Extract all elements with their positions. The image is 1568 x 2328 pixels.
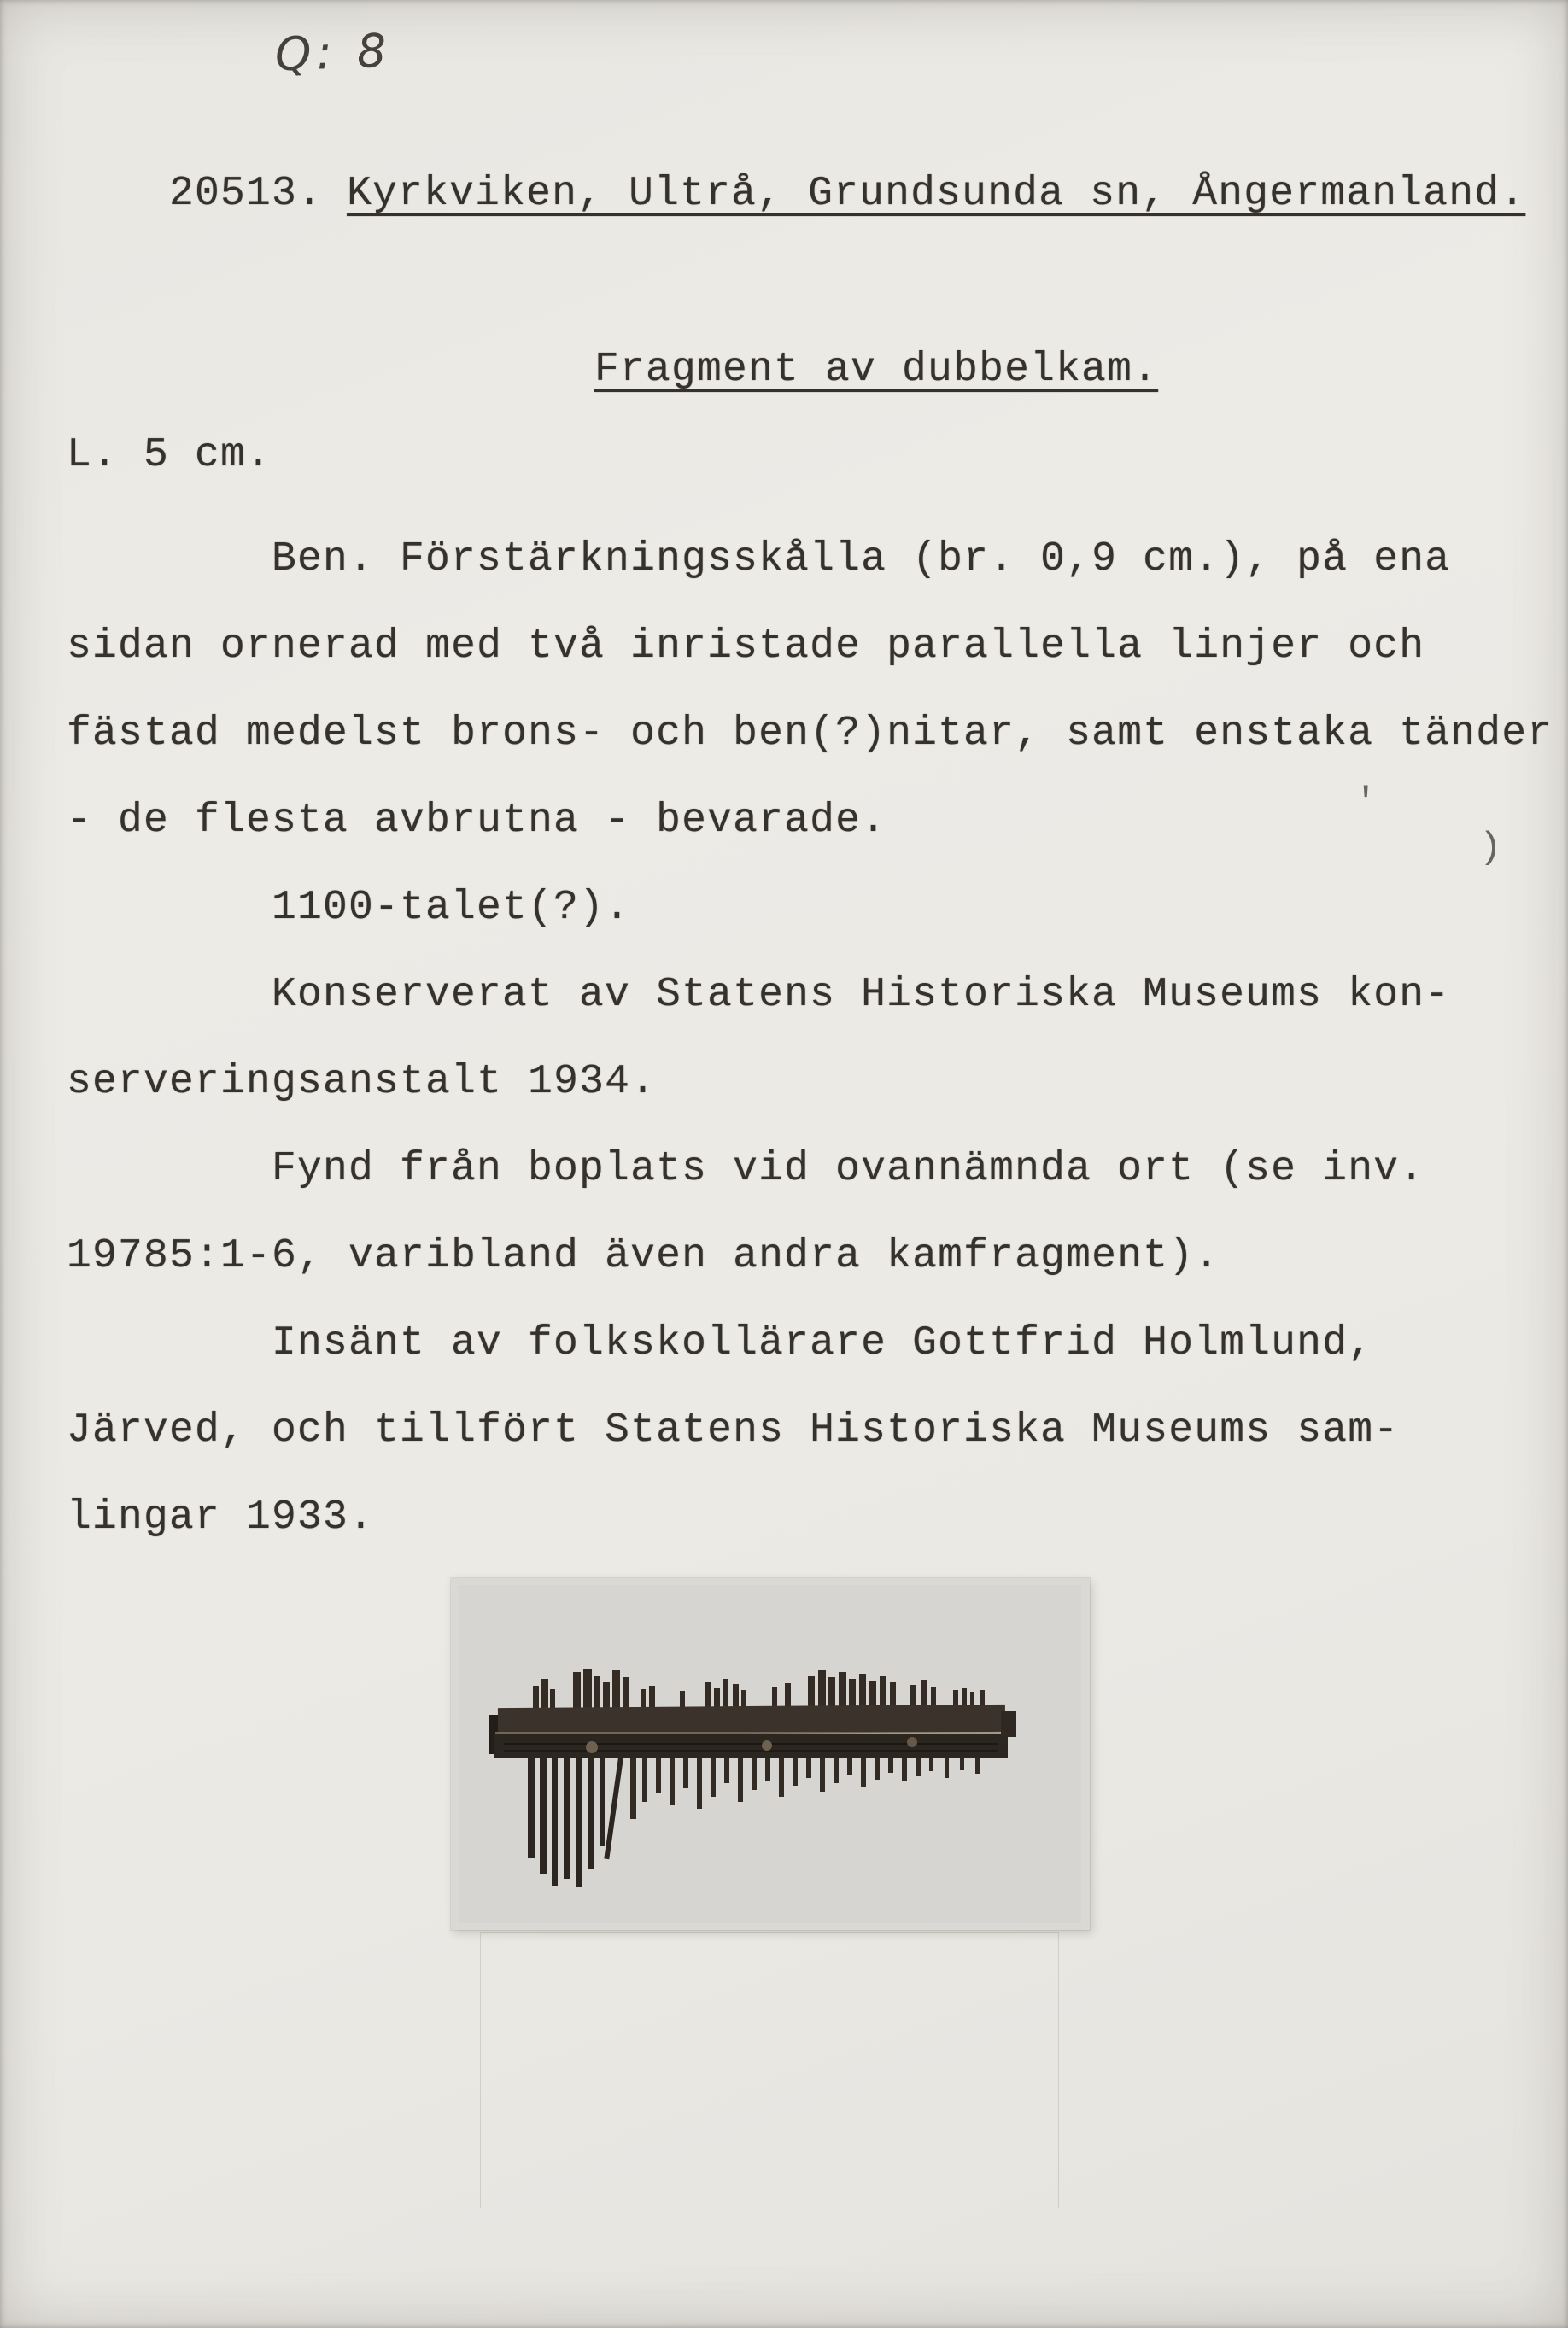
- catalog-header: [67, 125, 1525, 263]
- body-line: sidan ornerad med två inristade parallella linjer och: [67, 623, 1425, 670]
- body-line: lingar 1933.: [67, 1494, 375, 1541]
- catalog-number: 20513.: [169, 171, 324, 217]
- mount-outline: [480, 1932, 1059, 2208]
- artifact-photo: [451, 1578, 1090, 1930]
- location-text: Kyrkviken, Ultrå, Grundsunda sn, Ångermanland.: [347, 171, 1526, 217]
- document-title: Fragment av dubbelkam.: [594, 347, 1159, 393]
- body-line: Konserverat av Statens Historiska Museums kon-: [272, 972, 1451, 1018]
- body-line: 19785:1-6, varibland även andra kamfragment).: [67, 1233, 1220, 1279]
- stray-mark-apostrophe: ': [1354, 781, 1378, 824]
- body-line: Fynd från boplats vid ovannämnda ort (se inv.: [272, 1146, 1425, 1192]
- body-line: Insänt av folkskollärare Gottfrid Holmlund,: [272, 1320, 1374, 1366]
- handwritten-annotation: Q: 8: [273, 23, 393, 82]
- comb-fragment-image: [451, 1578, 1090, 1930]
- length-note: L. 5 cm.: [67, 432, 272, 478]
- body-line: serveringsanstalt 1934.: [67, 1059, 657, 1105]
- stray-mark-paren: ): [1479, 827, 1502, 869]
- body-line: Järved, och tillfört Statens Historiska Museums sam-: [67, 1407, 1400, 1454]
- body-line: Ben. Förstärkningsskålla (br. 0,9 cm.), på ena: [272, 536, 1451, 582]
- body-line: 1100-talet(?).: [272, 885, 631, 931]
- body-line: fästad medelst brons- och ben(?)nitar, samt enstaka tänder: [67, 711, 1553, 757]
- body-line: - de flesta avbrutna - bevarade.: [67, 798, 887, 844]
